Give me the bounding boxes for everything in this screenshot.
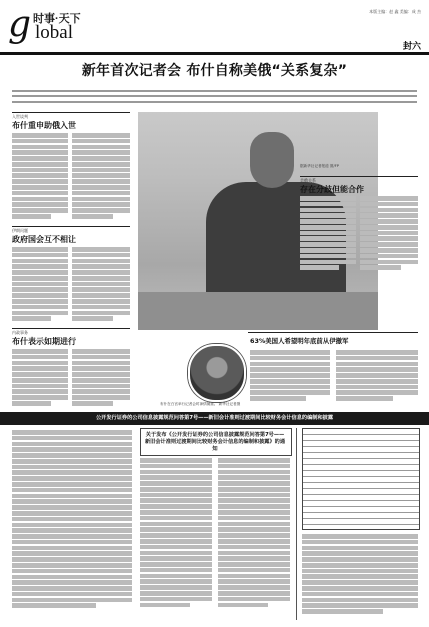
section-kicker: 伊朗问题 (12, 228, 28, 233)
photo-figure-head (250, 132, 294, 188)
section-kicker: 美俄关系 (300, 178, 316, 183)
section-title: 政府国会互不相让 (12, 235, 76, 244)
section-rule (300, 176, 418, 177)
logo-letter: g (8, 4, 32, 45)
article-text (250, 350, 330, 402)
photo-caption: 据新华社记者报道 图/FP (300, 164, 339, 168)
section-rule (12, 226, 130, 227)
article-text (360, 196, 418, 271)
page-number: 封六 (402, 42, 421, 52)
inset-photo (188, 344, 246, 402)
article-text (300, 196, 356, 271)
article-text (12, 349, 68, 407)
article-text (12, 133, 68, 220)
section-rule (248, 332, 418, 333)
editor-info: 本版主编：赵 鑫 美编：成 杰 (369, 9, 421, 14)
article-text (72, 247, 130, 322)
column-divider (296, 428, 297, 620)
section-rule (12, 112, 130, 113)
notice-table (302, 428, 420, 530)
notice-text (140, 458, 212, 608)
section-name: 时事·天下 (33, 13, 81, 25)
section-rule (12, 328, 130, 329)
logo-word: lobal (35, 22, 73, 43)
section-title: 布什重申助俄入世 (12, 121, 76, 130)
section-kicker: 内政事务 (12, 330, 28, 335)
section-title: 布什表示如期进行 (12, 337, 76, 346)
notice-text (12, 430, 132, 609)
notice-text (218, 458, 290, 608)
article-text (12, 247, 68, 322)
lead-paragraph (12, 88, 417, 104)
page-headline: 新年首次记者会 布什自称美俄“关系复杂” (81, 63, 348, 79)
header-rule (0, 52, 429, 55)
article-text (336, 350, 418, 402)
photo-caption: 布什在白宫举行记者会时神情凝重。 新华社记者摄 (160, 402, 241, 406)
article-text (72, 349, 130, 407)
section-title: 63%美国人希望明年底前从伊撤军 (250, 337, 349, 345)
notice-text (302, 534, 418, 615)
section-kicker: 入世谈判 (12, 114, 28, 119)
section-title: 存在分歧但能合作 (300, 185, 364, 194)
notice-subtitle: 关于发布《公开发行证券的公司信息披露规范问答第7号——新旧会计准则过渡期间比较财务会计信息的编制和披露》的通知 (144, 432, 286, 452)
notice-title: 公开发行证券的公司信息披露规范问答第7号——新旧会计准则过渡期间比较财务会计信息的编制和披露 (95, 415, 334, 421)
photo-podium (138, 292, 378, 330)
article-text (72, 133, 130, 220)
masthead (0, 0, 429, 50)
